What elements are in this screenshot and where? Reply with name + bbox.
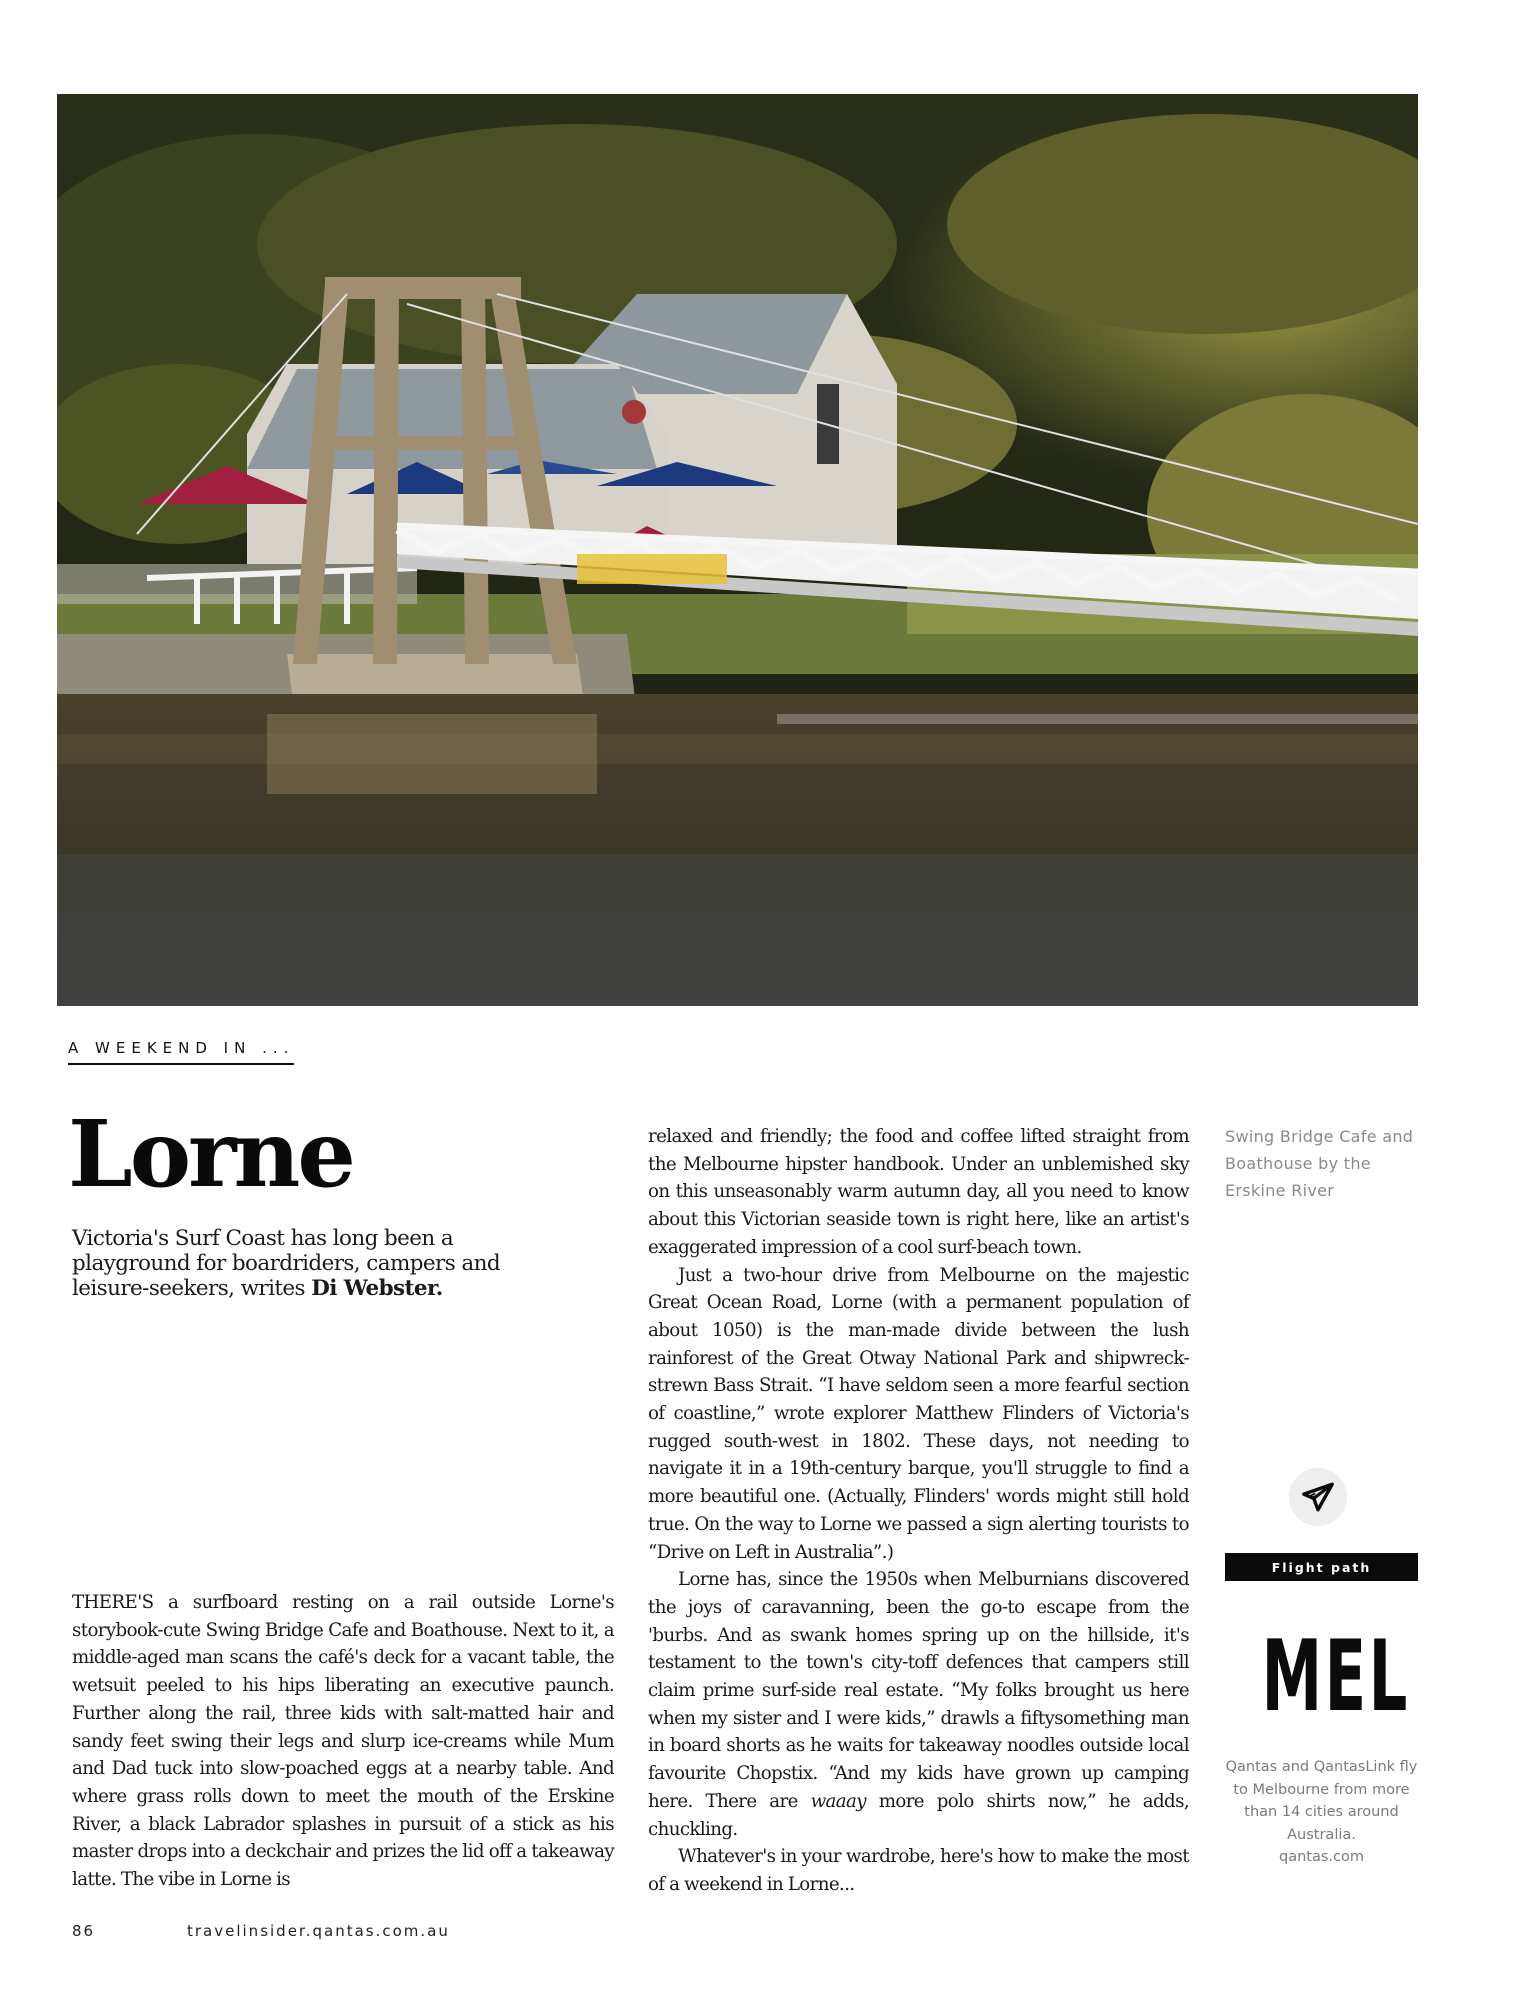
emphasis-text: waaay [810, 1790, 866, 1812]
footer-url[interactable]: travelinsider.qantas.com.au [187, 1922, 450, 1940]
flight-path-label: Flight path [1225, 1553, 1418, 1581]
body-paragraph: Just a two-hour drive from Melbourne on the majestic Great Ocean Road, Lorne (with a permanent population of about 1050) is the man-made divide between the lush rainforest of the Great Otway National Park and shipwreck-strewn Bass Strait. “I have seldom seen a more fearful section of coastline,” wrote explorer Matthew Flinders of Victoria's rugged south-west in 1802. These days, not needing to navigate it in a 19th-century barque, you'll struggle to find a more beautiful one. (Actually, Flinders' words might still hold true. On the way to Lorne we passed a sign alerting tourists to “Drive on Left in Australia”.) [648, 1264, 1189, 1563]
body-paragraph: Whatever's in your wardrobe, here's how to make the most of a weekend in Lorne... [648, 1846, 1189, 1895]
body-paragraph: relaxed and friendly; the food and coffee lifted straight from the Melbourne hipster handbook. Under an unblemished sky on this unseasonably warm autumn day, all you need to know about this Victorian seaside town is right here, like an artist's exaggerated impression of a cool surf-beach town. [648, 1126, 1189, 1258]
airport-code: MEL [1261, 1620, 1410, 1734]
section-kicker: A WEEKEND IN ... [68, 1039, 294, 1065]
body-column-middle [648, 1123, 1189, 1899]
flight-note [1225, 1756, 1418, 1869]
flight-note-text: Qantas and QantasLink fly to Melbourne from more than 14 cities around Australia. [1225, 1759, 1418, 1843]
lede-text: Victoria's Surf Coast has long been a playground for boardriders, campers and leisure-seekers, writes [72, 1226, 500, 1301]
body-paragraph [648, 1566, 1189, 1843]
author-byline: Di Webster. [311, 1276, 443, 1301]
article-lede [72, 1226, 532, 1301]
hero-photo [57, 94, 1418, 1006]
qantas-link[interactable]: qantas.com [1279, 1849, 1364, 1865]
article-title: Lorne [68, 1100, 353, 1208]
page-number: 86 [72, 1922, 96, 1940]
swing-bridge-photo [57, 94, 1418, 1006]
paper-plane-glyph [1301, 1480, 1335, 1514]
paper-plane-icon [1289, 1468, 1347, 1526]
paragraph-text: more polo shirts now,” he adds, chuckling. [648, 1790, 1190, 1840]
paragraph-text: Lorne has, since the 1950s when Melburnians discovered the joys of caravanning, been the go-to escape from the 'burbs. And as swank homes spring up on the hillside, it's testament to the town's city-toff defences that campers still claim prime surf-side real estate. “My folks brought us here when my sister and I were kids,” drawls a fiftysomething man in board shorts as he waits for takeaway noodles outside local favourite Chopstix. “And my kids have grown up camping here. There are [648, 1569, 1189, 1812]
body-column-left [72, 1589, 614, 1894]
photo-caption: Swing Bridge Cafe and Boathouse by the Erskine River [1225, 1127, 1414, 1200]
body-paragraph: THERE'S a surfboard resting on a rail outside Lorne's storybook-cute Swing Bridge Cafe and Boathouse. Next to it, a middle-aged man scans the café's deck for a vacant table, the wetsuit peeled to his hips liberating an executive paunch. Further along the rail, three kids with salt-matted hair and sandy feet swing their legs and slurp ice-creams while Mum and Dad tuck into slow-poached eggs at a nearby table. And where grass rolls down to meet the mouth of the Erskine River, a black Labrador splashes in pursuit of a stick as his master drops into a deckchair and prizes the lid off a takeaway latte. The vibe in Lorne is [72, 1592, 614, 1891]
